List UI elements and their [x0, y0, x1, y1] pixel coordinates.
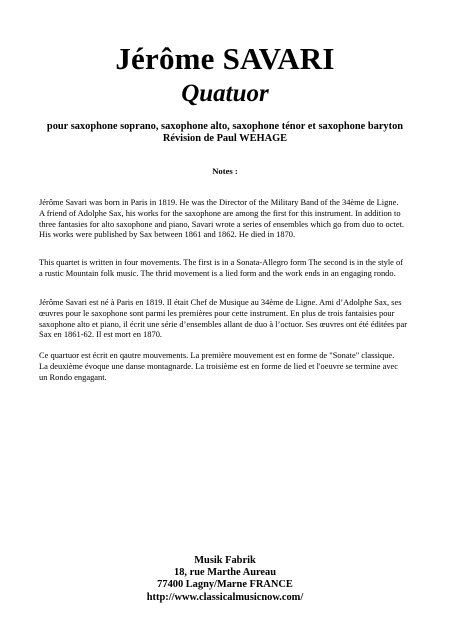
- composer-name: Jérôme SAVARI: [115, 41, 335, 76]
- paragraph-line: La deuxième évoque une danse montagnarde. La troisième est en forme de lied et l'oeuvre se termine avec: [39, 360, 399, 371]
- paragraph-line: Ce quartuor est écrit en qautre mouvements. La première mouvement est en forme de "Sonate" classique.: [39, 350, 395, 360]
- subtitle: [0, 121, 450, 145]
- paragraph-line: un Rondo engagant.: [39, 371, 107, 382]
- paragraph-line: A friend of Adolphe Sax, his works for the saxophone are among the first for this instrument. In addition to: [39, 207, 401, 218]
- instrumentation-line: pour saxophone soprano, saxophone alto, saxophone ténor et saxophone baryton: [46, 121, 404, 132]
- paragraph-line: Jérôme Savari est né à Paris en 1819. Il était Chef de Musique au 34ème de Ligne. Ami d’Adolphe Sax, ses: [39, 297, 402, 307]
- paragraph-line: a rustic Mountain folk music. The thrid movement is a lied form and the work ends in an engaging rondo.: [39, 267, 396, 278]
- publisher-street: 18, rue Marthe Aureau: [174, 567, 276, 579]
- paragraph-line: saxophone alto et piano, il écrit une série d’ensembles allant de duo à l’octuor. Ses œuvres ont été éditées par: [39, 318, 408, 329]
- publisher-name: Musik Fabrik: [194, 555, 256, 566]
- paragraph-line: His works were published by Sax between 1861 and 1862. He died in 1870.: [39, 229, 296, 240]
- notes-paragraph-english-bio: [39, 197, 424, 240]
- paragraph-line: Jérôme Savari was born in Paris in 1819. He was the Director of the Military Band of the 34ème de Ligne.: [39, 197, 399, 207]
- publisher-city: 77400 Lagny/Marne FRANCE: [157, 579, 293, 591]
- paragraph-line: three fantasies for alto saxophone and piano, Savari wrote a series of ensembles which go from duo to octet.: [39, 218, 405, 229]
- paragraph-line: This quartet is written in four movements. The first is in a Sonata-Allegro form The second is in the style of: [39, 257, 404, 267]
- work-title: Quatuor: [181, 80, 269, 107]
- publisher-url: http://www.classicalmusicnow.com/: [146, 591, 304, 603]
- notes-paragraph-english-work: [39, 257, 424, 279]
- notes-paragraph-french-bio: [39, 297, 424, 340]
- paragraph-line: Sax en 1861-62. Il est mort en 1870.: [39, 329, 163, 340]
- publisher-footer: [0, 555, 450, 604]
- paragraph-line: œuvres pour le saxophone sont parmi les premières pour cette instrument. En plus de trois fantaisies pour: [39, 307, 395, 318]
- notes-paragraph-french-work: [39, 350, 424, 382]
- notes-heading: Notes :: [212, 166, 238, 176]
- revision-line: Révision de Paul WEHAGE: [162, 133, 288, 144]
